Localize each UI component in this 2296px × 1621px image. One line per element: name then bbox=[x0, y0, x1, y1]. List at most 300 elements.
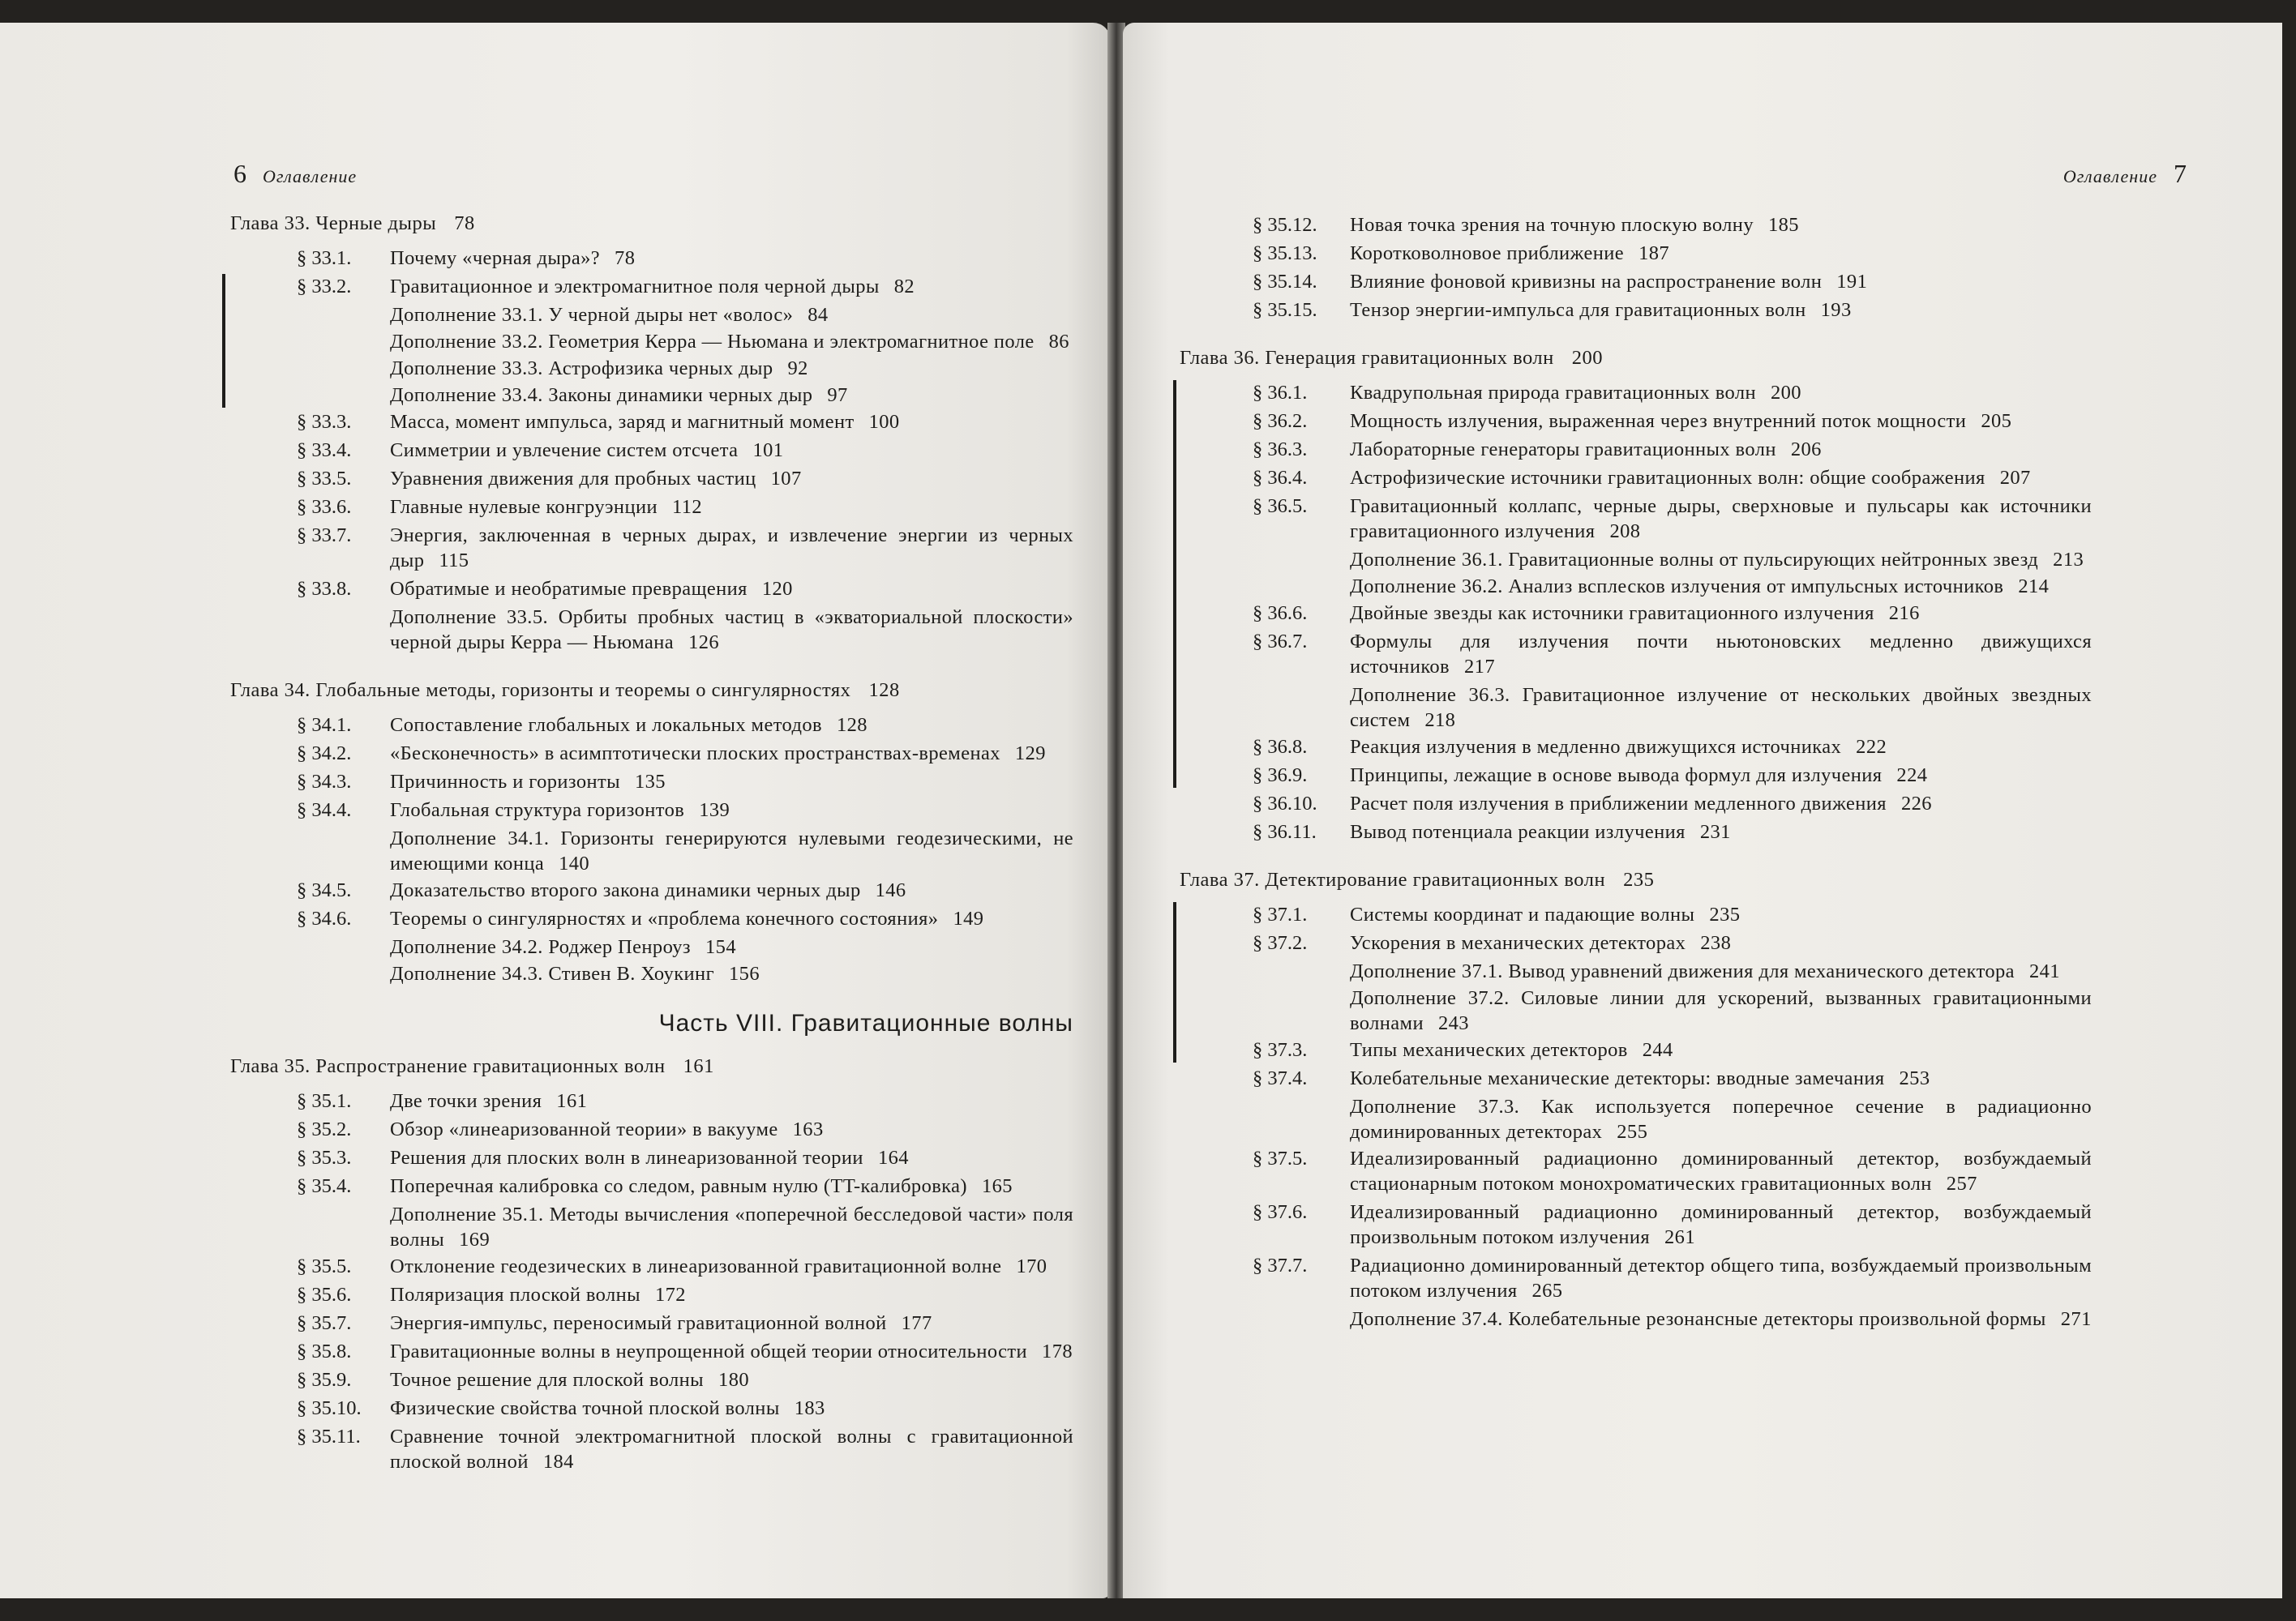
section-body bbox=[1350, 408, 2092, 434]
section-body bbox=[1350, 494, 2092, 544]
section-title: Идеализированный радиационно доминированный детектор, возбуждаемый стационарным потоком монохроматических гравитационных волн bbox=[1350, 1148, 2092, 1195]
toc-supplement bbox=[1180, 1094, 2092, 1144]
section-number: § 36.3. bbox=[1253, 438, 1308, 460]
section-number: § 34.3. bbox=[297, 771, 352, 793]
section-body bbox=[390, 1174, 1073, 1199]
section-title: Вывод потенциала реакции излучения bbox=[1350, 821, 1686, 843]
page-ref: 115 bbox=[439, 550, 469, 571]
right-toc bbox=[1180, 211, 2092, 1333]
toc-supplement bbox=[230, 329, 1073, 354]
supplement-title: Дополнение 36.2. Анализ всплесков излучения от импульсных источников bbox=[1350, 575, 2004, 597]
toc-section bbox=[230, 409, 1073, 434]
section-title: Решения для плоских волн в линеаризованной теории bbox=[390, 1147, 863, 1169]
section-body bbox=[1350, 819, 2092, 845]
section-body bbox=[390, 576, 1073, 601]
section-title: Мощность излучения, выраженная через внутренний поток мощности bbox=[1350, 410, 1967, 432]
toc-section bbox=[230, 1254, 1073, 1279]
section-number: § 36.4. bbox=[1253, 467, 1308, 489]
supplement-title: Дополнение 37.2. Силовые линии для ускорений, вызванных гравитационными волнами bbox=[1350, 987, 2092, 1034]
toc-section bbox=[1180, 629, 2092, 679]
toc-section bbox=[1180, 819, 2092, 845]
toc-section bbox=[230, 878, 1073, 903]
page-ref: 187 bbox=[1638, 242, 1670, 264]
section-body bbox=[390, 438, 1073, 463]
toc-section bbox=[1180, 297, 2092, 323]
toc-section bbox=[230, 523, 1073, 573]
chapter-heading bbox=[230, 211, 1073, 236]
section-number: § 37.4. bbox=[1253, 1067, 1308, 1089]
toc-section bbox=[1180, 212, 2092, 237]
toc-supplement bbox=[230, 1202, 1073, 1252]
section-number: § 37.5. bbox=[1253, 1148, 1308, 1170]
page-ref: 178 bbox=[1042, 1341, 1073, 1362]
page-ref: 161 bbox=[683, 1055, 714, 1077]
section-number: § 35.12. bbox=[1253, 214, 1317, 236]
section-number: § 33.6. bbox=[297, 496, 352, 518]
toc-chapter bbox=[1180, 867, 2092, 1332]
page-ref: 261 bbox=[1664, 1226, 1695, 1248]
section-body bbox=[1350, 269, 2092, 294]
toc-section bbox=[1180, 1253, 2092, 1303]
section-title: Уравнения движения для пробных частиц bbox=[390, 468, 756, 490]
page-ref: 146 bbox=[875, 879, 906, 901]
toc-section bbox=[1180, 1146, 2092, 1196]
section-title: Квадрупольная природа гравитационных волн bbox=[1350, 382, 1756, 404]
section-body bbox=[390, 1339, 1073, 1364]
toc-chapter bbox=[230, 678, 1073, 986]
section-number: § 35.10. bbox=[297, 1397, 362, 1419]
running-title: Оглавление bbox=[263, 166, 358, 186]
toc-section bbox=[1180, 1037, 2092, 1063]
page-ref: 255 bbox=[1617, 1121, 1648, 1143]
section-title: Поперечная калибровка со следом, равным нулю (TT-калибровка) bbox=[390, 1175, 967, 1197]
chapter-title: Глава 35. Распространение гравитационных волн bbox=[230, 1055, 666, 1077]
toc-section bbox=[1180, 465, 2092, 490]
toc-section bbox=[230, 274, 1073, 299]
section-body bbox=[1350, 1200, 2092, 1250]
section-title: Астрофизические источники гравитационных волн: общие соображения bbox=[1350, 467, 1985, 489]
section-number: § 34.6. bbox=[297, 908, 352, 930]
supplement-title: Дополнение 33.3. Астрофизика черных дыр bbox=[390, 357, 773, 379]
section-number: § 36.11. bbox=[1253, 821, 1317, 843]
supplement-title: Дополнение 34.3. Стивен В. Хоукинг bbox=[390, 963, 715, 985]
section-number: § 35.13. bbox=[1253, 242, 1317, 264]
section-body bbox=[1350, 629, 2092, 679]
section-body bbox=[1350, 212, 2092, 237]
section-body bbox=[1350, 1037, 2092, 1063]
page-ref: 253 bbox=[1899, 1067, 1930, 1089]
section-body bbox=[390, 466, 1073, 491]
section-title: Двойные звезды как источники гравитационного излучения bbox=[1350, 602, 1874, 624]
supplement-title: Дополнение 37.4. Колебательные резонансные детекторы произвольной формы bbox=[1350, 1308, 2046, 1330]
page-ref: 78 bbox=[615, 247, 636, 269]
toc-section bbox=[230, 1145, 1073, 1170]
section-title: Формулы для излучения почти ньютоновских медленно движущихся источников bbox=[1350, 631, 2092, 678]
section-number: § 33.5. bbox=[297, 468, 352, 490]
section-number: § 35.9. bbox=[297, 1369, 352, 1391]
section-body bbox=[1350, 902, 2092, 927]
margin-bar bbox=[222, 274, 225, 408]
page-ref: 244 bbox=[1642, 1039, 1673, 1061]
section-body bbox=[390, 1424, 1073, 1474]
toc-section bbox=[230, 1339, 1073, 1364]
page-ref: 128 bbox=[836, 714, 867, 736]
page-ref: 216 bbox=[1888, 602, 1920, 624]
toc-section bbox=[1180, 494, 2092, 544]
section-title: Масса, момент импульса, заряд и магнитный момент bbox=[390, 411, 855, 433]
section-list bbox=[230, 236, 1073, 655]
left-running-head bbox=[233, 159, 373, 189]
section-number: § 35.5. bbox=[297, 1255, 352, 1277]
section-title: Отклонение геодезических в линеаризованной гравитационной волне bbox=[390, 1255, 1002, 1277]
running-title: Оглавление bbox=[2063, 166, 2157, 186]
supplement-title: Дополнение 33.2. Геометрия Керра — Ньюмана и электромагнитное поле bbox=[390, 331, 1034, 353]
toc-supplement bbox=[230, 935, 1073, 960]
section-number: § 35.7. bbox=[297, 1312, 352, 1334]
page-ref: 206 bbox=[1790, 438, 1822, 460]
section-body bbox=[1350, 241, 2092, 266]
section-title: Причинность и горизонты bbox=[390, 771, 620, 793]
section-title: Гравитационное и электромагнитное поля черной дыры bbox=[390, 276, 880, 297]
section-title: Влияние фоновой кривизны на распространение волн bbox=[1350, 271, 1823, 293]
page-ref: 140 bbox=[559, 853, 590, 875]
page-ref: 128 bbox=[868, 679, 900, 701]
toc-supplement bbox=[230, 826, 1073, 876]
section-body bbox=[390, 274, 1073, 299]
section-number: § 36.5. bbox=[1253, 495, 1308, 517]
left-page bbox=[0, 23, 1111, 1598]
page-ref: 200 bbox=[1571, 347, 1603, 369]
toc-section bbox=[230, 494, 1073, 520]
section-number: § 36.8. bbox=[1253, 736, 1308, 758]
toc-section bbox=[1180, 791, 2092, 816]
toc-supplement bbox=[1180, 959, 2092, 984]
page-ref: 185 bbox=[1767, 214, 1799, 236]
section-number: § 33.7. bbox=[297, 524, 352, 546]
page-ref: 170 bbox=[1016, 1255, 1047, 1277]
section-number: § 34.4. bbox=[297, 799, 352, 821]
section-title: Принципы, лежащие в основе вывода формул для излучения bbox=[1350, 764, 1883, 786]
section-body bbox=[1350, 930, 2092, 956]
chapter-heading bbox=[230, 1054, 1073, 1079]
toc-section bbox=[230, 1174, 1073, 1199]
page-ref: 101 bbox=[752, 439, 784, 461]
toc-section bbox=[230, 769, 1073, 794]
supplement-title: Дополнение 37.3. Как используется поперечное сечение в радиационно доминированных детекторах bbox=[1350, 1096, 2092, 1143]
toc-section bbox=[1180, 380, 2092, 405]
chapter-heading bbox=[1180, 867, 2092, 892]
toc-section bbox=[230, 1089, 1073, 1114]
section-number: § 36.2. bbox=[1253, 410, 1308, 432]
toc-supplement bbox=[1180, 547, 2092, 572]
page-ref: 222 bbox=[1856, 736, 1887, 758]
right-page bbox=[1123, 23, 2282, 1598]
page-ref: 139 bbox=[699, 799, 730, 821]
chapter-title: Глава 33. Черные дыры bbox=[230, 212, 437, 234]
page-ref: 231 bbox=[1699, 821, 1731, 843]
section-number: § 34.5. bbox=[297, 879, 352, 901]
section-title: Ускорения в механических детекторах bbox=[1350, 932, 1686, 954]
section-body bbox=[390, 769, 1073, 794]
page-number: 7 bbox=[2174, 159, 2187, 188]
section-title: Точное решение для плоской волны bbox=[390, 1369, 705, 1391]
section-number: § 37.7. bbox=[1253, 1255, 1308, 1277]
toc-section bbox=[230, 1396, 1073, 1421]
page-ref: 177 bbox=[901, 1312, 932, 1334]
section-title: Симметрии и увлечение систем отсчета bbox=[390, 439, 739, 461]
toc-section bbox=[1180, 763, 2092, 788]
section-title: Доказательство второго закона динамики черных дыр bbox=[390, 879, 861, 901]
page-ref: 78 bbox=[454, 212, 475, 234]
section-number: § 35.14. bbox=[1253, 271, 1317, 293]
supplement-title: Дополнение 36.1. Гравитационные волны от пульсирующих нейтронных звезд bbox=[1350, 549, 2039, 571]
supplement-title: Дополнение 36.3. Гравитационное излучение от нескольких двойных звездных систем bbox=[1350, 684, 2092, 731]
section-number: § 33.2. bbox=[297, 276, 352, 297]
section-title: Две точки зрения bbox=[390, 1090, 542, 1112]
supplement-title: Дополнение 37.1. Вывод уравнений движения для механического детектора bbox=[1350, 960, 2015, 982]
page-ref: 235 bbox=[1623, 869, 1655, 891]
section-title: Новая точка зрения на точную плоскую волну bbox=[1350, 214, 1754, 236]
section-title: Системы координат и падающие волны bbox=[1350, 904, 1695, 926]
section-number: § 33.8. bbox=[297, 578, 352, 600]
section-title: Колебательные механические детекторы: вводные замечания bbox=[1350, 1067, 1885, 1089]
section-number: § 34.1. bbox=[297, 714, 352, 736]
section-title: Расчет поля излучения в приближении медленного движения bbox=[1350, 793, 1887, 815]
page-ref: 205 bbox=[1981, 410, 2012, 432]
section-body bbox=[390, 798, 1073, 823]
section-title: Гравитационные волны в неупрощенной общей теории относительности bbox=[390, 1341, 1028, 1362]
toc-supplement bbox=[230, 383, 1073, 408]
page-ref: 169 bbox=[459, 1229, 490, 1251]
section-title: Физические свойства точной плоской волны bbox=[390, 1397, 780, 1419]
page-ref: 208 bbox=[1609, 520, 1641, 542]
section-number: § 35.3. bbox=[297, 1147, 352, 1169]
supplement-title: Дополнение 34.1. Горизонты генерируются нулевыми геодезическими, не имеющими конца bbox=[390, 828, 1073, 875]
supplement-title: Дополнение 33.4. Законы динамики черных дыр bbox=[390, 384, 813, 406]
section-body bbox=[390, 741, 1073, 766]
page-ref: 154 bbox=[705, 936, 736, 958]
page-ref: 183 bbox=[794, 1397, 825, 1419]
section-title: «Бесконечность» в асимптотически плоских пространствах-временах bbox=[390, 742, 1000, 764]
page-ref: 164 bbox=[877, 1147, 909, 1169]
section-body bbox=[1350, 1146, 2092, 1196]
section-title: Почему «черная дыра»? bbox=[390, 247, 601, 269]
toc-section bbox=[1180, 930, 2092, 956]
section-number: § 36.6. bbox=[1253, 602, 1308, 624]
page-ref: 97 bbox=[827, 384, 848, 406]
page-ref: 241 bbox=[2028, 960, 2060, 982]
page-ref: 193 bbox=[1820, 299, 1852, 321]
page-ref: 226 bbox=[1900, 793, 1932, 815]
toc-section bbox=[230, 712, 1073, 738]
page-ref: 112 bbox=[671, 496, 703, 518]
section-title: Гравитационный коллапс, черные дыры, сверхновые и пульсары как источники гравитационного излучения bbox=[1350, 495, 2092, 542]
section-number: § 33.3. bbox=[297, 411, 352, 433]
page-ref: 156 bbox=[729, 963, 760, 985]
toc-supplement bbox=[230, 302, 1073, 327]
section-list bbox=[1180, 892, 2092, 1332]
toc-section bbox=[230, 576, 1073, 601]
toc-section bbox=[1180, 1200, 2092, 1250]
section-number: § 36.9. bbox=[1253, 764, 1308, 786]
section-list bbox=[1180, 370, 2092, 845]
section-title: Энергия, заключенная в черных дырах, и извлечение энергии из черных дыр bbox=[390, 524, 1073, 571]
section-body bbox=[1350, 734, 2092, 759]
page-ref: 191 bbox=[1836, 271, 1868, 293]
section-body bbox=[1350, 297, 2092, 323]
section-title: Теоремы о сингулярностях и «проблема конечного состояния» bbox=[390, 908, 939, 930]
section-number: § 36.10. bbox=[1253, 793, 1317, 815]
section-number: § 37.3. bbox=[1253, 1039, 1308, 1061]
section-body bbox=[1350, 763, 2092, 788]
section-number: § 36.7. bbox=[1253, 631, 1308, 652]
section-title: Энергия-импульс, переносимый гравитационной волной bbox=[390, 1312, 887, 1334]
supplement-title: Дополнение 34.2. Роджер Пенроуз bbox=[390, 936, 692, 958]
section-body bbox=[390, 494, 1073, 520]
section-body bbox=[390, 409, 1073, 434]
section-number: § 34.2. bbox=[297, 742, 352, 764]
section-number: § 37.6. bbox=[1253, 1201, 1308, 1223]
section-number: § 37.2. bbox=[1253, 932, 1308, 954]
section-body bbox=[390, 1089, 1073, 1114]
toc-section bbox=[230, 1367, 1073, 1392]
section-title: Тензор энергии-импульса для гравитационных волн bbox=[1350, 299, 1806, 321]
section-title: Глобальная структура горизонтов bbox=[390, 799, 685, 821]
page-ref: 213 bbox=[2053, 549, 2084, 571]
section-list bbox=[230, 703, 1073, 986]
page-ref: 265 bbox=[1531, 1280, 1563, 1302]
section-body bbox=[390, 878, 1073, 903]
page-ref: 165 bbox=[981, 1175, 1013, 1197]
supplement-title: Дополнение 33.5. Орбиты пробных частиц в «экваториальной плоскости» черной дыры Керра — Ньюмана bbox=[390, 606, 1073, 653]
chapter-heading bbox=[230, 678, 1073, 703]
page-ref: 126 bbox=[688, 631, 720, 653]
toc-section bbox=[230, 438, 1073, 463]
page-number: 6 bbox=[233, 159, 246, 188]
toc-supplement bbox=[1180, 1307, 2092, 1332]
toc-section bbox=[1180, 902, 2092, 927]
section-body bbox=[390, 906, 1073, 931]
right-running-head bbox=[2047, 159, 2187, 189]
page-ref: 163 bbox=[792, 1118, 824, 1140]
section-number: § 33.4. bbox=[297, 439, 352, 461]
toc-section bbox=[1180, 734, 2092, 759]
section-body bbox=[1350, 380, 2092, 405]
page-ref: 135 bbox=[635, 771, 666, 793]
section-body bbox=[390, 1311, 1073, 1336]
page-ref: 180 bbox=[718, 1369, 749, 1391]
section-body bbox=[390, 712, 1073, 738]
toc-section bbox=[230, 1117, 1073, 1142]
toc-supplement bbox=[230, 961, 1073, 986]
page-ref: 200 bbox=[1770, 382, 1801, 404]
toc-section bbox=[230, 1424, 1073, 1474]
page-ref: 217 bbox=[1464, 656, 1495, 678]
toc-section bbox=[230, 1311, 1073, 1336]
chapter-title: Глава 37. Детектирование гравитационных волн bbox=[1180, 869, 1606, 891]
chapter-heading bbox=[1180, 345, 2092, 370]
section-body bbox=[390, 1145, 1073, 1170]
section-number: § 35.4. bbox=[297, 1175, 352, 1197]
section-list bbox=[1180, 212, 2092, 323]
toc-chapter bbox=[1180, 212, 2092, 323]
page-ref: 243 bbox=[1437, 1012, 1469, 1034]
page-ref: 214 bbox=[2018, 575, 2050, 597]
chapter-title: Глава 34. Глобальные методы, горизонты и теоремы о сингулярностях bbox=[230, 679, 851, 701]
toc-chapter bbox=[1180, 345, 2092, 845]
section-number: § 35.15. bbox=[1253, 299, 1317, 321]
section-body bbox=[1350, 1253, 2092, 1303]
page-ref: 149 bbox=[953, 908, 984, 930]
section-body bbox=[1350, 465, 2092, 490]
toc-section bbox=[230, 246, 1073, 271]
left-toc bbox=[230, 211, 1073, 1478]
section-title: Главные нулевые конгруэнции bbox=[390, 496, 658, 518]
section-number: § 33.1. bbox=[297, 247, 352, 269]
toc-section bbox=[230, 1282, 1073, 1307]
section-number: § 35.2. bbox=[297, 1118, 352, 1140]
section-title: Типы механических детекторов bbox=[1350, 1039, 1628, 1061]
section-number: § 35.11. bbox=[297, 1426, 361, 1448]
section-body bbox=[1350, 1066, 2092, 1091]
toc-section bbox=[230, 741, 1073, 766]
toc-supplement bbox=[230, 356, 1073, 381]
section-number: § 35.6. bbox=[297, 1284, 352, 1306]
page-ref: 207 bbox=[1999, 467, 2031, 489]
toc-section bbox=[1180, 241, 2092, 266]
section-body bbox=[390, 1282, 1073, 1307]
page-ref: 86 bbox=[1048, 331, 1069, 353]
page-ref: 82 bbox=[893, 276, 915, 297]
toc-section bbox=[230, 466, 1073, 491]
section-body bbox=[1350, 601, 2092, 626]
section-number: § 35.1. bbox=[297, 1090, 352, 1112]
section-body bbox=[390, 1117, 1073, 1142]
chapter-title: Глава 36. Генерация гравитационных волн bbox=[1180, 347, 1554, 369]
toc-section bbox=[1180, 1066, 2092, 1091]
section-title: Сравнение точной электромагнитной плоской волны с гравитационной плоской волной bbox=[390, 1426, 1073, 1473]
section-title: Лабораторные генераторы гравитационных волн bbox=[1350, 438, 1776, 460]
toc-supplement bbox=[1180, 986, 2092, 1036]
section-body bbox=[390, 1367, 1073, 1392]
section-list bbox=[230, 1079, 1073, 1474]
page-ref: 84 bbox=[807, 304, 829, 326]
toc-chapter bbox=[230, 1011, 1073, 1474]
part-heading: Часть VIII. Гравитационные волны bbox=[658, 1010, 1073, 1037]
section-title: Обратимые и необратимые превращения bbox=[390, 578, 747, 600]
section-title: Реакция излучения в медленно движущихся источниках bbox=[1350, 736, 1842, 758]
margin-bar bbox=[1173, 902, 1176, 1063]
toc-section bbox=[1180, 408, 2092, 434]
page-ref: 238 bbox=[1700, 932, 1732, 954]
section-title: Обзор «линеаризованной теории» в вакууме bbox=[390, 1118, 778, 1140]
toc-chapter bbox=[230, 211, 1073, 655]
section-title: Коротковолновое приближение bbox=[1350, 242, 1625, 264]
toc-section bbox=[230, 906, 1073, 931]
page-ref: 271 bbox=[2060, 1308, 2092, 1330]
section-body bbox=[390, 246, 1073, 271]
section-number: § 35.8. bbox=[297, 1341, 352, 1362]
toc-section bbox=[230, 798, 1073, 823]
section-title: Идеализированный радиационно доминированный детектор, возбуждаемый произвольным потоком излучения bbox=[1350, 1201, 2092, 1248]
page-ref: 129 bbox=[1014, 742, 1046, 764]
page-ref: 218 bbox=[1424, 709, 1456, 731]
toc-section bbox=[1180, 269, 2092, 294]
toc-section bbox=[1180, 601, 2092, 626]
section-body bbox=[1350, 437, 2092, 462]
supplement-title: Дополнение 33.1. У черной дыры нет «волос» bbox=[390, 304, 794, 326]
section-title: Радиационно доминированный детектор общего типа, возбуждаемый произвольным потоком излучения bbox=[1350, 1255, 2092, 1302]
